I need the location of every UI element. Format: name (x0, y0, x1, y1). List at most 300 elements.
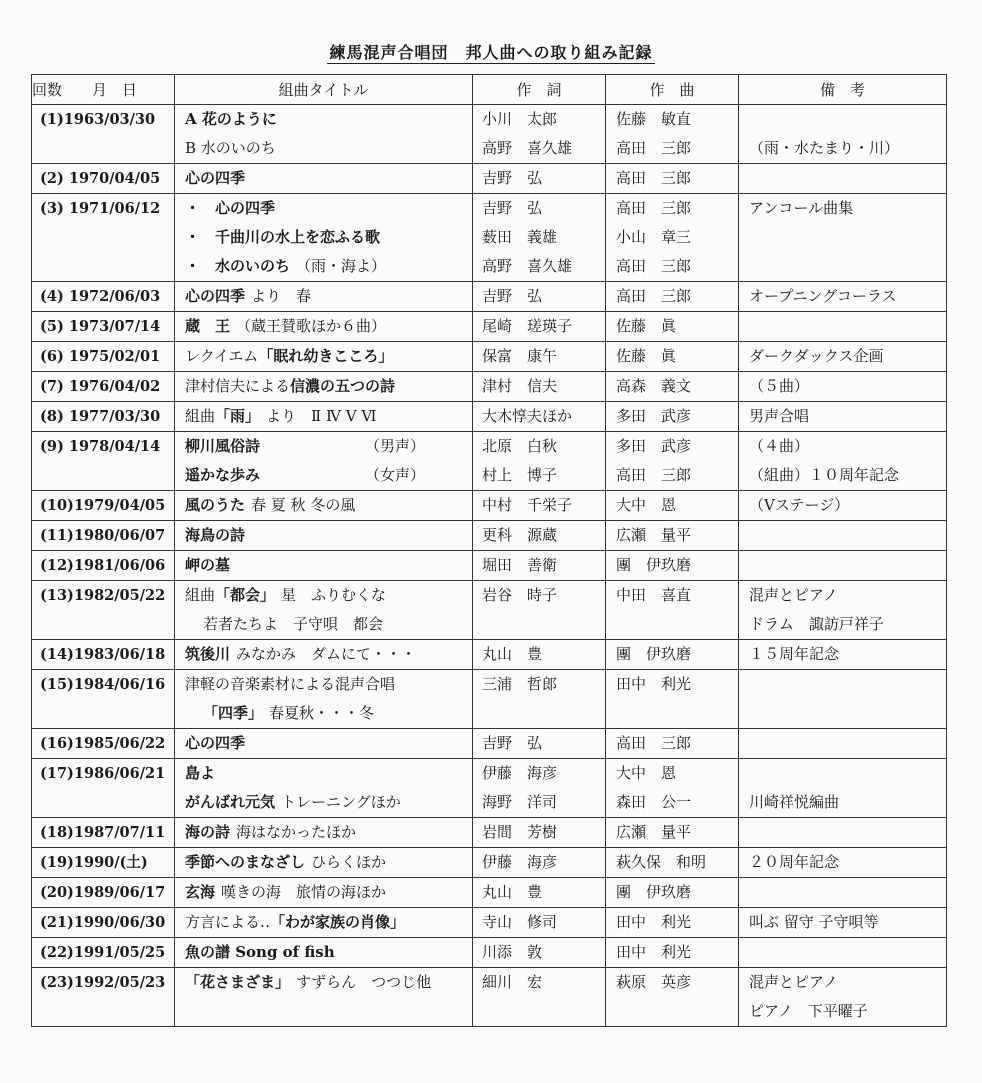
title-text: 海はなかったほか (236, 823, 357, 841)
title-text: （雨・海よ） (296, 257, 387, 275)
row-title-cell (175, 194, 473, 282)
row-note-cell (739, 491, 947, 521)
row-composer-cell (606, 908, 739, 938)
title-line (175, 729, 472, 758)
row-note (739, 223, 946, 252)
row-date: (8) 1977/03/30 (40, 408, 161, 425)
title-line (175, 610, 472, 639)
row-title-cell (175, 848, 473, 878)
row-note (739, 759, 946, 788)
title-bold-text: ・ 千曲川の水上を恋ふる歌 (185, 228, 381, 246)
title-text: 春 夏 秋 冬の風 (251, 496, 356, 514)
row-title-cell (175, 432, 473, 491)
title-line (175, 581, 472, 610)
title-bold-text: 心の四季 (185, 287, 246, 305)
table-row (32, 968, 947, 1027)
table-row (32, 878, 947, 908)
title-line (175, 312, 472, 341)
row-title-cell (175, 818, 473, 848)
row-lyricist-cell (473, 312, 606, 342)
row-date-cell (32, 372, 175, 402)
row-date-cell (32, 312, 175, 342)
row-note-cell (739, 164, 947, 194)
row-date: (22)1991/05/25 (40, 944, 166, 961)
row-composer: 広瀬 量平 (616, 823, 692, 841)
row-note (739, 312, 946, 341)
row-note (739, 699, 946, 728)
row-lyricist-cell (473, 640, 606, 670)
row-lyricist-cell (473, 521, 606, 551)
row-composer: 大中 恩 (616, 764, 677, 782)
title-line (175, 521, 472, 550)
row-note-cell (739, 551, 947, 581)
title-bold-text: 海鳥の詩 (185, 526, 246, 544)
table-row (32, 342, 947, 372)
row-date-cell (32, 938, 175, 968)
title-line (175, 551, 472, 580)
row-date: (12)1981/06/06 (40, 557, 166, 574)
table-row (32, 312, 947, 342)
row-composer-cell (606, 670, 739, 729)
row-date: (23)1992/05/23 (40, 974, 166, 991)
table-row (32, 372, 947, 402)
row-date-cell (32, 848, 175, 878)
row-lyricist: 大木惇夫ほか (482, 407, 573, 425)
title-line (175, 640, 472, 669)
row-date-cell (32, 968, 175, 1027)
title-text: みなかみ ダムにて・・・ (236, 645, 417, 663)
row-date-cell (32, 878, 175, 908)
row-note: ２０周年記念 (749, 853, 840, 871)
row-date-cell (32, 342, 175, 372)
title-text: すずらん つつじ他 (296, 973, 432, 991)
row-lyricist-cell (473, 759, 606, 818)
row-composer: 田中 利光 (616, 675, 692, 693)
table-row (32, 670, 947, 729)
title-text: 春夏秋・・・冬 (269, 704, 375, 722)
row-composer: 佐藤 眞 (616, 317, 677, 335)
row-composer: 高田 三郎 (616, 734, 692, 752)
row-composer-cell (606, 164, 739, 194)
row-title-cell (175, 878, 473, 908)
row-composer: 團 伊玖磨 (616, 556, 692, 574)
row-date-cell (32, 105, 175, 164)
title-line (175, 164, 472, 193)
title-text: 津村信夫による (185, 377, 291, 395)
row-composer-cell (606, 342, 739, 372)
row-title-cell (175, 551, 473, 581)
row-lyricist: 三浦 哲郎 (482, 675, 558, 693)
row-date: (19)1990/(土) (40, 854, 148, 871)
header-lyrics: 作 詞 (473, 75, 606, 105)
row-lyricist (473, 610, 605, 639)
row-note (739, 521, 946, 550)
row-note: 男声合唱 (749, 407, 810, 425)
table-row (32, 105, 947, 164)
row-date: (14)1983/06/18 (40, 646, 166, 663)
title-text: 組曲 (185, 407, 216, 425)
row-date: (4) 1972/06/03 (40, 288, 161, 305)
row-composer: 高田 三郎 (616, 169, 692, 187)
row-date: (9) 1978/04/14 (40, 438, 161, 455)
table-row (32, 432, 947, 491)
title-line (175, 699, 472, 728)
row-title-cell (175, 640, 473, 670)
title-bold-text: 心の四季 (185, 734, 246, 752)
row-note-cell (739, 818, 947, 848)
row-lyricist: 吉野 弘 (482, 287, 543, 305)
row-note (739, 164, 946, 193)
row-note: （Ⅴステージ） (749, 496, 850, 514)
row-composer-cell (606, 878, 739, 908)
title-text: より Ⅱ Ⅳ Ⅴ Ⅵ (266, 407, 377, 425)
title-bold-text: 「眠れ幼きこころ」 (258, 347, 394, 365)
row-lyricist: 吉野 弘 (482, 199, 543, 217)
row-lyricist: 岩谷 時子 (482, 586, 558, 604)
row-date-cell (32, 194, 175, 282)
title-bold-text: 海の詩 (185, 823, 231, 841)
row-title-cell (175, 670, 473, 729)
row-composer: 田中 利光 (616, 943, 692, 961)
title-line (175, 342, 472, 371)
row-date-cell (32, 908, 175, 938)
title-bold-text: 柳川風俗詩 (185, 437, 261, 455)
row-title-cell (175, 908, 473, 938)
row-composer-cell (606, 372, 739, 402)
row-composer: 多田 武彦 (616, 437, 692, 455)
row-lyricist: 川添 敦 (482, 943, 543, 961)
records-table (31, 74, 947, 1027)
title-bold-text: ・ 水のいのち (185, 257, 291, 275)
row-lyricist-cell (473, 551, 606, 581)
title-bold-text: 「四季」 (203, 704, 264, 722)
row-composer: 團 伊玖磨 (616, 645, 692, 663)
row-date: (7) 1976/04/02 (40, 378, 161, 395)
row-note (739, 729, 946, 758)
row-note: ドラム 諏訪戸祥子 (749, 615, 884, 633)
row-title-cell (175, 759, 473, 818)
title-bold-text: A 花のように (185, 110, 277, 128)
row-lyricist-cell (473, 491, 606, 521)
row-lyricist: 寺山 修司 (482, 913, 558, 931)
table-row (32, 282, 947, 312)
row-title-cell (175, 521, 473, 551)
row-note: （５曲） (749, 377, 810, 395)
row-title-cell (175, 312, 473, 342)
title-line (175, 372, 472, 401)
row-composer-cell (606, 968, 739, 1027)
title-text: より 春 (251, 287, 312, 305)
title-bold-text: 信濃の五つの詩 (290, 377, 396, 395)
row-note-cell (739, 342, 947, 372)
row-date-cell (32, 402, 175, 432)
row-date: (15)1984/06/16 (40, 676, 166, 693)
row-composer-cell (606, 194, 739, 282)
row-note: （４曲） (749, 437, 810, 455)
row-composer-cell (606, 432, 739, 491)
row-note-cell (739, 402, 947, 432)
row-date-cell (32, 818, 175, 848)
title-line (175, 670, 472, 699)
title-voice-note: （男声） (365, 437, 426, 455)
row-composer: 高田 三郎 (616, 139, 692, 157)
row-date: (6) 1975/02/01 (40, 348, 161, 365)
title-line (175, 491, 472, 520)
title-text: 嘆きの海 旅情の海ほか (221, 883, 387, 901)
table-row (32, 759, 947, 818)
row-date: (20)1989/06/17 (40, 884, 166, 901)
row-lyricist-cell (473, 729, 606, 759)
row-note: （雨・水たまり・川） (749, 139, 900, 157)
row-composer: 広瀬 量平 (616, 526, 692, 544)
title-line (175, 759, 472, 788)
title-line (175, 908, 472, 937)
row-lyricist: 村上 博子 (482, 466, 558, 484)
row-composer: 多田 武彦 (616, 407, 692, 425)
title-bold-text: 魚の譜 Song of fish (185, 943, 335, 961)
row-lyricist-cell (473, 581, 606, 640)
row-lyricist: 小川 太郎 (482, 110, 558, 128)
title-bold-text: 玄海 (185, 883, 216, 901)
row-lyricist-cell (473, 670, 606, 729)
title-bold-text: 岬の墓 (185, 556, 231, 574)
row-date: (18)1987/07/11 (40, 824, 166, 841)
title-bold-text: 筑後川 (185, 645, 231, 663)
row-lyricist: 津村 信夫 (482, 377, 558, 395)
table-row (32, 938, 947, 968)
row-note-cell (739, 282, 947, 312)
row-composer-cell (606, 581, 739, 640)
table-row (32, 402, 947, 432)
row-composer-cell (606, 282, 739, 312)
row-lyricist (473, 699, 605, 728)
row-lyricist-cell (473, 848, 606, 878)
title-bold-text: 心の四季 (185, 169, 246, 187)
row-lyricist: 伊藤 海彦 (482, 853, 558, 871)
row-composer-cell (606, 491, 739, 521)
title-line (175, 223, 472, 252)
row-composer: 高田 三郎 (616, 257, 692, 275)
row-title-cell (175, 938, 473, 968)
row-date: (16)1985/06/22 (40, 735, 166, 752)
title-bold-text: 遥かな歩み (185, 466, 261, 484)
row-note (739, 878, 946, 907)
row-composer: 高田 三郎 (616, 199, 692, 217)
row-date: (10)1979/04/05 (40, 497, 166, 514)
row-date: (21)1990/06/30 (40, 914, 166, 931)
row-note: 混声とピアノ (749, 586, 838, 604)
table-row (32, 640, 947, 670)
row-lyricist-cell (473, 282, 606, 312)
row-note: アンコール曲集 (749, 199, 854, 217)
row-note-cell (739, 938, 947, 968)
row-date: (5) 1973/07/14 (40, 318, 161, 335)
row-lyricist: 保富 康午 (482, 347, 558, 365)
row-title-cell (175, 342, 473, 372)
title-bold-text: 風のうた (185, 496, 246, 514)
row-note: 川崎祥悦編曲 (749, 793, 840, 811)
row-note: （組曲）１０周年記念 (749, 466, 900, 484)
row-note-cell (739, 848, 947, 878)
row-date-cell (32, 729, 175, 759)
table-row (32, 194, 947, 282)
row-composer: 高田 三郎 (616, 466, 692, 484)
title-voice-note: （女声） (365, 466, 426, 484)
table-row (32, 551, 947, 581)
table-row (32, 581, 947, 640)
row-date-cell (32, 491, 175, 521)
row-composer: 田中 利光 (616, 913, 692, 931)
title-line (175, 282, 472, 311)
title-line (175, 105, 472, 134)
row-date: (11)1980/06/07 (40, 527, 166, 544)
row-note-cell (739, 878, 947, 908)
row-lyricist-cell (473, 164, 606, 194)
row-composer-cell (606, 848, 739, 878)
row-note (739, 938, 946, 967)
row-composer: 佐藤 敏直 (616, 110, 692, 128)
row-lyricist-cell (473, 908, 606, 938)
row-composer: 團 伊玖磨 (616, 883, 692, 901)
row-composer: 大中 恩 (616, 496, 677, 514)
row-date-cell (32, 551, 175, 581)
row-note-cell (739, 759, 947, 818)
row-lyricist: 尾崎 瑳瑛子 (482, 317, 573, 335)
row-composer: 萩原 英彦 (616, 973, 692, 991)
title-line (175, 432, 472, 461)
title-text: 組曲 (185, 586, 216, 604)
row-composer-cell (606, 551, 739, 581)
document-title: 練馬混声合唱団 邦人曲への取り組み記録 (329, 43, 653, 62)
title-line (175, 818, 472, 847)
row-title-cell (175, 581, 473, 640)
row-note-cell (739, 729, 947, 759)
row-lyricist-cell (473, 105, 606, 164)
row-lyricist: 吉野 弘 (482, 734, 543, 752)
row-title-cell (175, 282, 473, 312)
row-composer-cell (606, 729, 739, 759)
title-text: 若者たちよ 子守唄 都会 (203, 615, 384, 633)
row-composer: 高田 三郎 (616, 287, 692, 305)
title-text: レクイエム (185, 347, 259, 365)
row-composer-cell (606, 521, 739, 551)
table-row (32, 848, 947, 878)
row-title-cell (175, 164, 473, 194)
title-text: トレーニングほか (281, 793, 401, 811)
title-bold-text: 「わが家族の肖像」 (270, 913, 406, 931)
row-lyricist: 高野 喜久雄 (482, 257, 573, 275)
row-title-cell (175, 105, 473, 164)
row-composer-cell (606, 759, 739, 818)
row-note: １５周年記念 (749, 645, 840, 663)
row-composer: 高森 義文 (616, 377, 692, 395)
row-lyricist-cell (473, 402, 606, 432)
row-composer-cell (606, 818, 739, 848)
title-text: （蔵王賛歌ほか６曲） (236, 317, 387, 335)
row-note-cell (739, 194, 947, 282)
header-title: 組曲タイトル (175, 75, 473, 105)
row-lyricist: 丸山 豊 (482, 645, 543, 663)
table-row (32, 729, 947, 759)
row-lyricist: 薮田 義雄 (482, 228, 558, 246)
row-note (739, 252, 946, 281)
row-note (739, 551, 946, 580)
row-note-cell (739, 670, 947, 729)
title-line (175, 461, 472, 490)
row-date: (3) 1971/06/12 (40, 200, 161, 217)
title-text: ひらくほか (311, 853, 387, 871)
title-bold-text: ・ 心の四季 (185, 199, 276, 217)
row-note-cell (739, 105, 947, 164)
table-row (32, 908, 947, 938)
row-composer-cell (606, 640, 739, 670)
row-lyricist-cell (473, 878, 606, 908)
title-line (175, 848, 472, 877)
row-date-cell (32, 164, 175, 194)
title-line (175, 402, 472, 431)
row-composer: 小山 章三 (616, 228, 692, 246)
title-bold-text: 蔵 王 (185, 317, 231, 335)
row-lyricist-cell (473, 938, 606, 968)
header-row (32, 75, 947, 105)
row-composer (606, 610, 738, 639)
row-title-cell (175, 968, 473, 1027)
row-note-cell (739, 521, 947, 551)
title-line (175, 788, 472, 817)
row-composer (606, 699, 738, 728)
row-lyricist-cell (473, 342, 606, 372)
row-lyricist: 堀田 善衛 (482, 556, 558, 574)
row-date: (2) 1970/04/05 (40, 170, 161, 187)
row-lyricist: 吉野 弘 (482, 169, 543, 187)
row-lyricist: 中村 千栄子 (482, 496, 573, 514)
table-row (32, 491, 947, 521)
row-date-cell (32, 282, 175, 312)
table-row (32, 818, 947, 848)
title-text: 津軽の音楽素材による混声合唱 (185, 675, 396, 693)
row-note-cell (739, 372, 947, 402)
row-date-cell (32, 759, 175, 818)
row-composer-cell (606, 312, 739, 342)
row-note-cell (739, 640, 947, 670)
row-lyricist-cell (473, 372, 606, 402)
row-title-cell (175, 372, 473, 402)
row-note (739, 818, 946, 847)
title-text: 星 ふりむくな (281, 586, 387, 604)
row-date-cell (32, 640, 175, 670)
row-lyricist: 伊藤 海彦 (482, 764, 558, 782)
title-line (175, 938, 472, 967)
title-bold-text: 「雨」 (215, 407, 261, 425)
title-bold-text: 島よ (185, 764, 216, 782)
row-lyricist-cell (473, 432, 606, 491)
row-note (739, 670, 946, 699)
row-composer-cell (606, 938, 739, 968)
row-date: (13)1982/05/22 (40, 587, 166, 604)
row-date-cell (32, 670, 175, 729)
row-note: オープニングコーラス (749, 287, 897, 305)
row-note: ピアノ 下平曜子 (749, 1002, 868, 1020)
row-lyricist: 海野 洋司 (482, 793, 558, 811)
row-lyricist: 岩間 芳樹 (482, 823, 558, 841)
row-title-cell (175, 729, 473, 759)
row-lyricist: 更科 源蔵 (482, 526, 558, 544)
row-lyricist: 細川 宏 (482, 973, 543, 991)
title-line (175, 134, 472, 163)
row-composer-cell (606, 402, 739, 432)
row-composer: 中田 喜直 (616, 586, 692, 604)
row-composer: 萩久保 和明 (616, 853, 707, 871)
